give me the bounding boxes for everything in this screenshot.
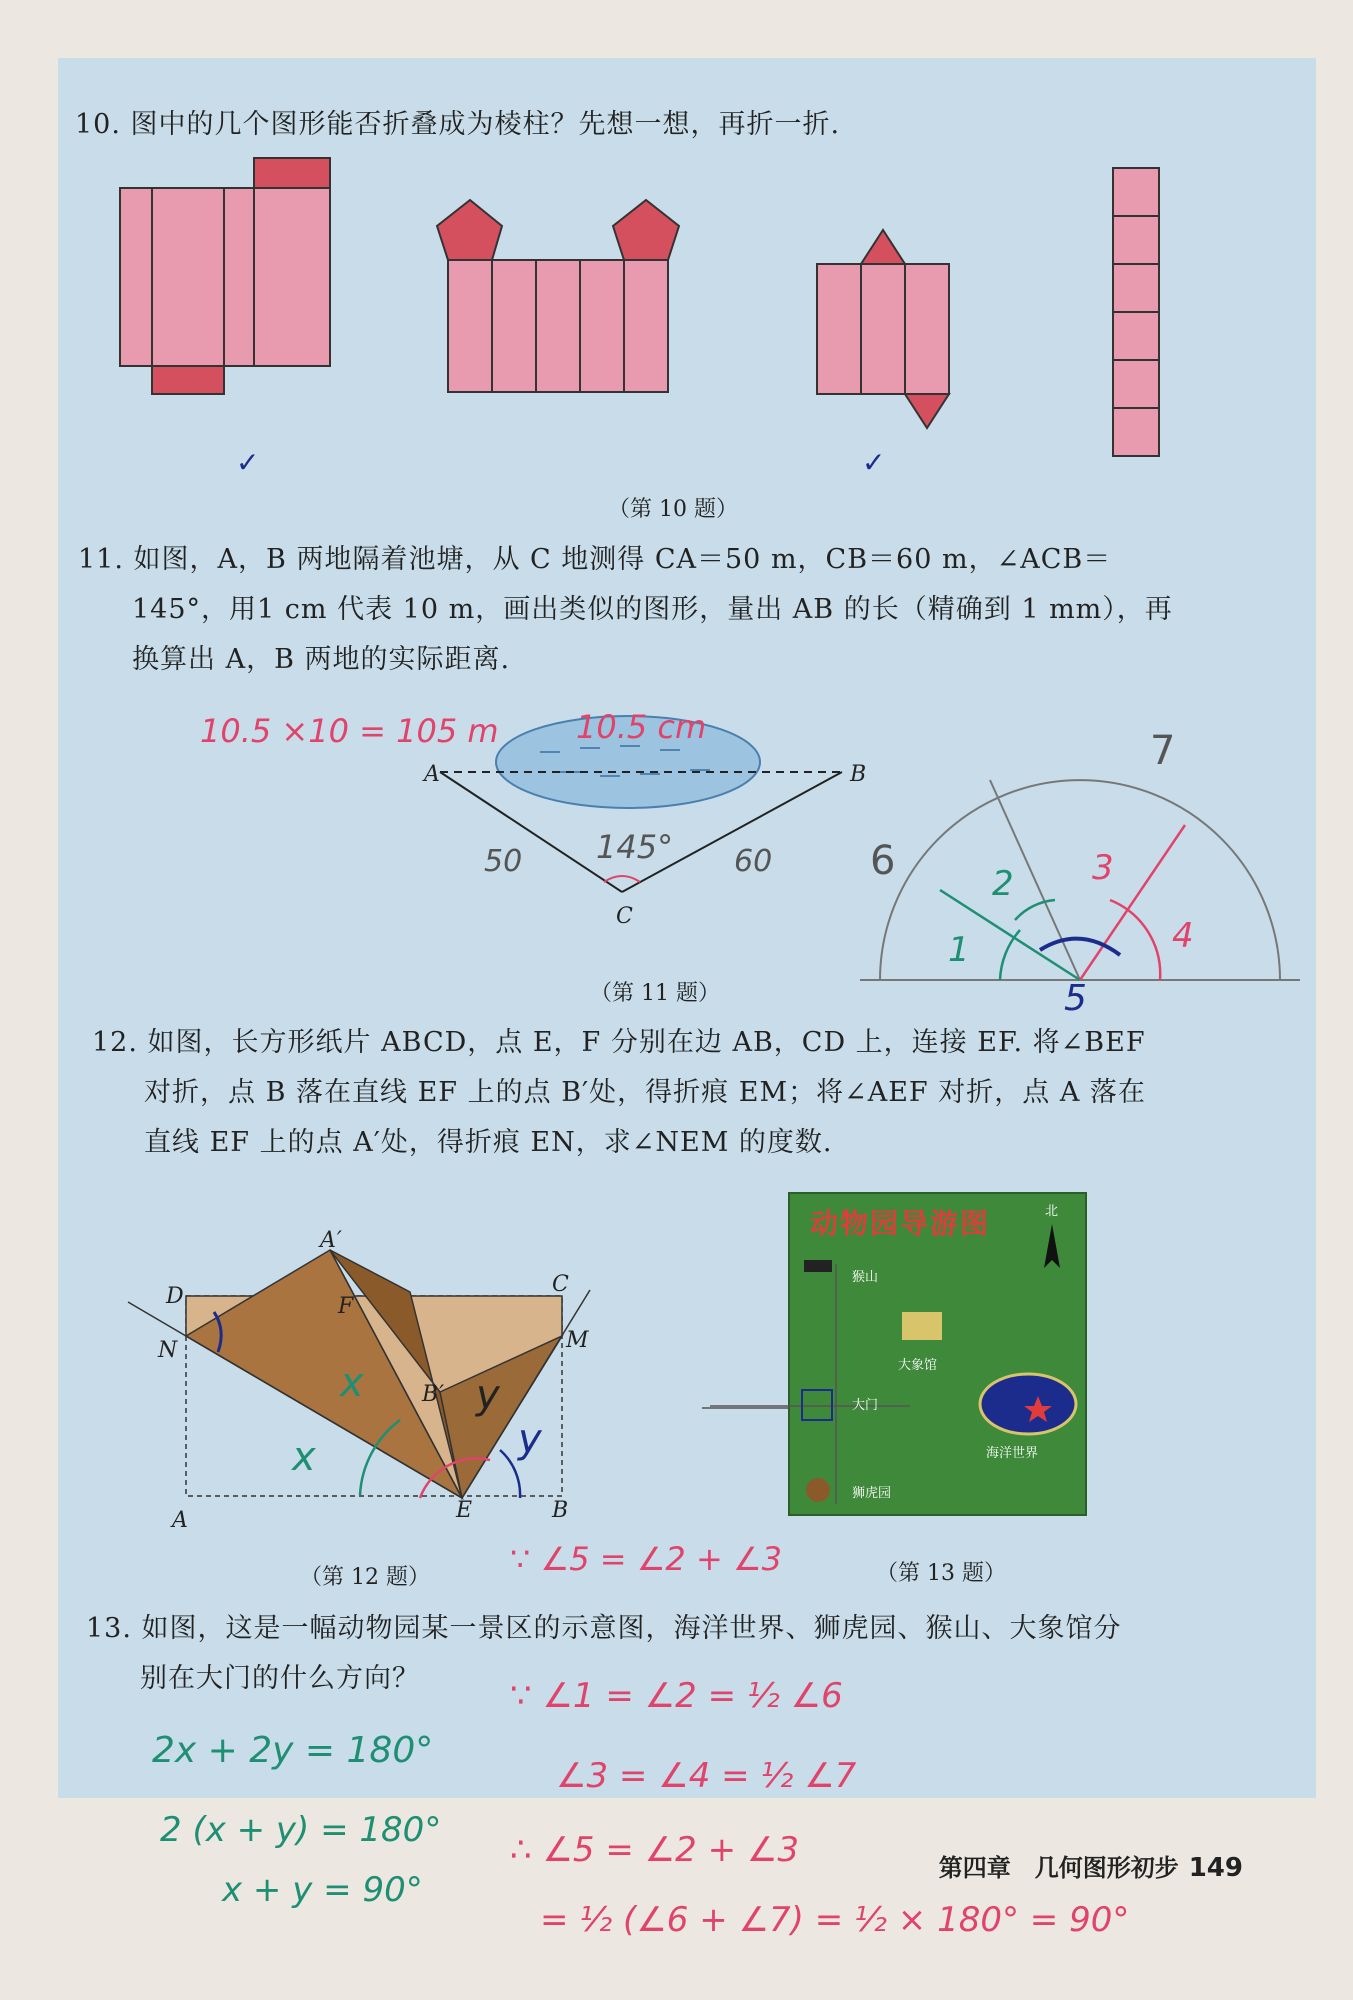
label-elephant: 大象馆 [898, 1358, 938, 1373]
q12-line1: 12. 如图，长方形纸片 ABCD，点 E，F 分别在边 AB，CD 上，连接 EF. 将∠BEF [92, 1027, 1146, 1058]
q12-hw-y1: y [476, 1372, 500, 1418]
protractor-label-6: 6 [870, 838, 896, 884]
q12-caption: （第 12 题） [300, 1565, 430, 1590]
chapter-title: 第四章 几何图形初步 [938, 1854, 1179, 1882]
protractor-label-5: 5 [1064, 978, 1087, 1019]
q10-check-2: ✓ [862, 446, 886, 479]
q11-label-c: C [616, 904, 634, 929]
q12-label-n: N [158, 1338, 179, 1363]
q11-hw-length: 10.5 cm [576, 708, 707, 746]
q12-line2: 对折，点 B 落在直线 EF 上的点 B′处，得折痕 EM；将∠AEF 对折，点 A 落在 [144, 1077, 1146, 1108]
q12-label-m: M [566, 1328, 590, 1353]
hw-solution-1: ∵ ∠1 = ∠2 = ½ ∠6 [510, 1676, 843, 1716]
q11-line1: 11. 如图，A，B 两地隔着池塘，从 C 地测得 CA＝50 m，CB＝60 m，∠ACB＝ [78, 544, 1112, 575]
hw-solution-4: = ½ (∠6 + ∠7) = ½ × 180° = 90° [540, 1900, 1130, 1940]
q11-line2: 145°，用1 cm 代表 10 m，画出类似的图形，量出 AB 的长（精确到 1 mm），再 [132, 594, 1173, 625]
q11-hw-50: 50 [484, 844, 523, 879]
hw-green-2: 2 (x + y) = 180° [160, 1810, 442, 1850]
q12-label-b: B [552, 1498, 570, 1523]
hw-solution-2: ∠3 = ∠4 = ½ ∠7 [556, 1756, 857, 1796]
label-lion: 狮虎园 [852, 1486, 892, 1501]
q11-label-b: B [850, 762, 868, 787]
q11-label-a: A [424, 762, 441, 787]
q10-text: 10. 图中的几个图形能否折叠成为棱柱？先想一想，再折一折. [75, 109, 841, 140]
hw-solution-0: ∵ ∠5 = ∠2 + ∠3 [510, 1540, 782, 1578]
protractor-label-2: 2 [992, 864, 1014, 904]
q10-check-1: ✓ [236, 446, 260, 479]
q12-label-b1: B′ [422, 1382, 446, 1407]
q10-caption: （第 10 题） [608, 497, 738, 522]
q11-hw-145: 145° [596, 828, 674, 866]
protractor-label-4: 4 [1172, 916, 1194, 956]
protractor-label-3: 3 [1092, 848, 1114, 888]
q11-hw-calc: 10.5 ×10 = 105 m [200, 712, 499, 750]
q12-label-f: F [338, 1294, 355, 1319]
north-label: 北 [1045, 1204, 1059, 1219]
q12-hw-x1: x [340, 1360, 364, 1406]
q11-line3: 换算出 A，B 两地的实际距离. [132, 644, 511, 675]
q13-caption: （第 13 题） [876, 1561, 1006, 1586]
q12-label-c: C [552, 1272, 570, 1297]
q11-hw-60: 60 [734, 844, 773, 879]
q12-hw-y2: y [518, 1416, 542, 1462]
hw-green-1: 2x + 2y = 180° [152, 1730, 434, 1771]
protractor-label-1: 1 [948, 930, 970, 970]
page-footer [939, 1848, 1243, 1883]
q12-label-a: A [172, 1508, 189, 1533]
q12-label-a1: A′ [320, 1228, 343, 1253]
protractor-label-7: 7 [1150, 728, 1176, 774]
zoo-map-title: 动物园导游图 [810, 1207, 991, 1240]
label-monkey: 猴山 [852, 1270, 879, 1285]
hw-solution-3: ∴ ∠5 = ∠2 + ∠3 [510, 1830, 799, 1870]
q13-line1: 13. 如图，这是一幅动物园某一景区的示意图，海洋世界、狮虎园、猴山、大象馆分 [86, 1613, 1122, 1644]
label-gate: 大门 [852, 1398, 879, 1413]
q12-label-e: E [456, 1498, 474, 1523]
q12-hw-x2: x [292, 1434, 316, 1480]
q11-caption: （第 11 题） [590, 981, 720, 1006]
hw-green-3: x + y = 90° [222, 1870, 423, 1910]
q12-line3: 直线 EF 上的点 A′处，得折痕 EN，求∠NEM 的度数. [144, 1127, 833, 1158]
label-ocean: 海洋世界 [986, 1446, 1039, 1461]
page-number: 149 [1188, 1853, 1243, 1883]
q13-line2: 别在大门的什么方向？ [140, 1663, 420, 1694]
q12-label-d: D [166, 1284, 185, 1309]
